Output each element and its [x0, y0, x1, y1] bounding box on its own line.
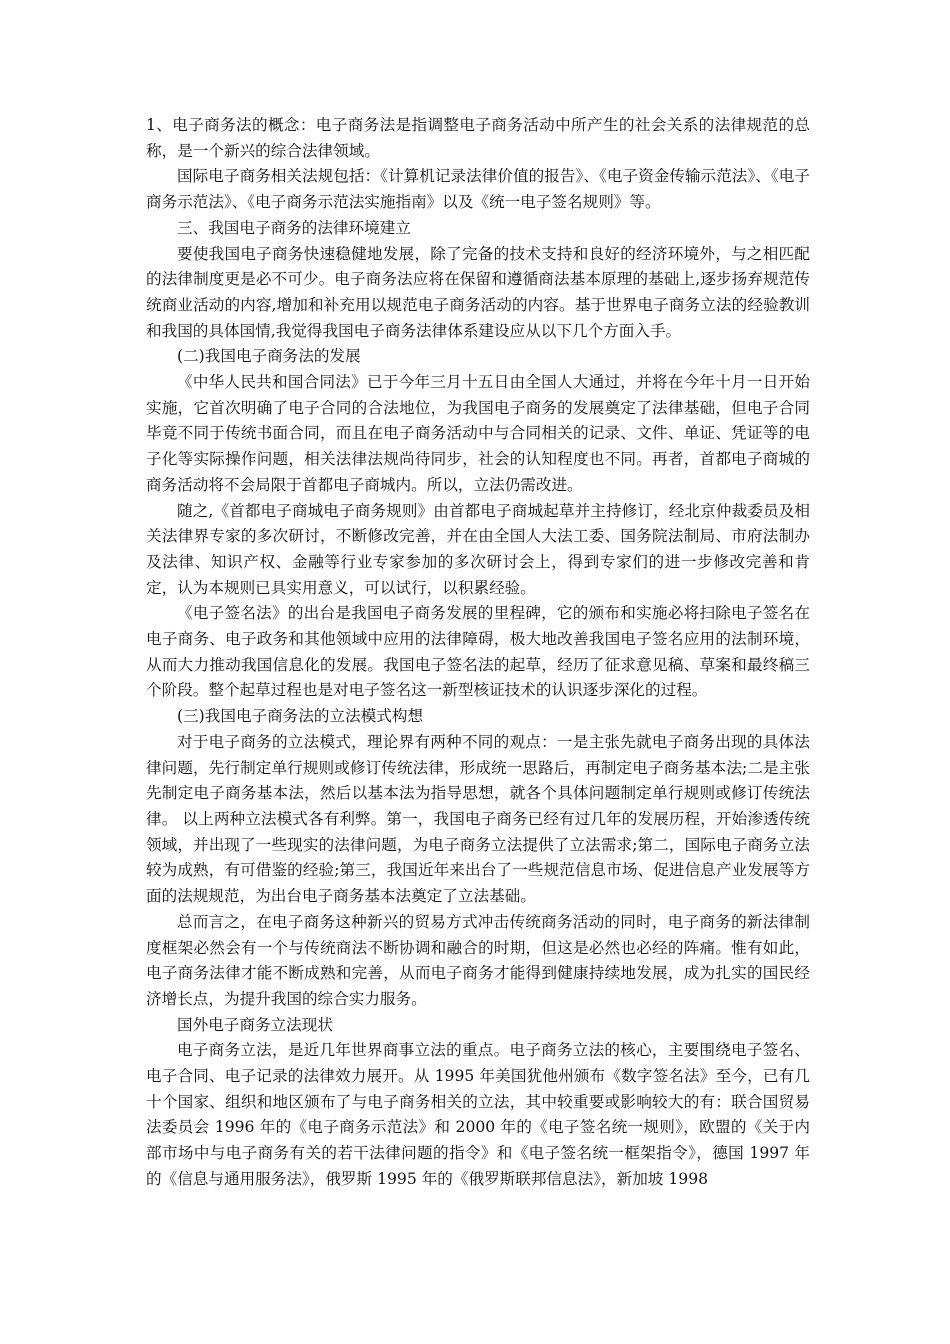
section-heading-development: (二)我国电子商务法的发展 — [177, 347, 361, 366]
paragraph-foreign-legislation: 电子商务立法，是近几年世界商事立法的重点。电子商务立法的核心，主要围绕电子签名、电子合同、电子记录的法律效力展开。从 1995 年美国犹他州颁布《数字签名法》至今，已有几十个国家、组织和地区颁布了与电子商务相关的立法，其中较重要或影响较大的有：联合国贸易法委员会 1996 年的《电子商务示范法》和 2000 年的《电子签名统一规则》，欧盟的《关于内部市场中与电子商务有关的若干法律问题的指令》和《电子签名统一框架指令》，德国 1997 年的《信息与通用服务法》，俄罗斯 1995 年的《俄罗斯联邦信息法》，新加坡 1998 — [146, 1041, 810, 1188]
paragraph-concept: 1、电子商务法的概念：电子商务法是指调整电子商务活动中所产生的社会关系的法律规范的总称，是一个新兴的综合法律领域。 — [146, 116, 810, 160]
section-heading-legal-environment: 三、我国电子商务的法律环境建立 — [177, 218, 411, 237]
paragraph-conclusion: 总而言之，在电子商务这种新兴的贸易方式冲击传统商务活动的同时，电子商务的新法律制度框架必然会有一个与传统商法不断协调和融合的时期，但这是必然也必经的阵痛。惟有如此，电子商务法律才能不断成熟和完善，从而电子商务才能得到健康持续地发展，成为扎实的国民经济增长点，为提升我国的综合实力服务。 — [146, 912, 810, 1008]
paragraph-legal-system-building: 要使我国电子商务快速稳健地发展，除了完备的技术支持和良好的经济环境外，与之相匹配的法律制度更是必不可少。电子商务法应将在保留和遵循商法基本原理的基础上,逐步扬弃规范传统商业活动的内容,增加和补充用以规范电子商务活动的内容。基于世界电子商务立法的经验教训和我国的具体国情,我觉得我国电子商务法律体系建设应从以下几个方面入手。 — [146, 244, 810, 340]
document-page — [146, 113, 810, 1193]
paragraph-international-regulations: 国际电子商务相关法规包括：《计算机记录法律价值的报告》、《电子资金传输示范法》、《电子商务示范法》、《电子商务示范法实施指南》以及《统一电子签名规则》等。 — [146, 167, 810, 212]
section-heading-legislative-model: (三)我国电子商务法的立法模式构想 — [177, 707, 424, 726]
paragraph-contract-law: 《中华人民共和国合同法》已于今年三月十五日由全国人大通过，并将在今年十月一日开始实施，它首次明确了电子合同的合法地位，为我国电子商务的发展奠定了法律基础，但电子合同毕竟不同于传统书面合同，而且在电子商务活动中与合同相关的记录、文件、单证、凭证等的电子化等实际操作问题，相关法律法规尚待同步，社会的认知程度也不同。再者，首都电子商城的商务活动将不会局限于首都电子商城内。所以，立法仍需改进。 — [146, 373, 810, 494]
section-heading-foreign-legislation: 国外电子商务立法现状 — [177, 1015, 333, 1034]
paragraph-signature-law: 《电子签名法》的出台是我国电子商务发展的里程碑，它的颁布和实施必将扫除电子签名在电子商务、电子政务和其他领域中应用的法律障碍，极大地改善我国电子签名应用的法制环境，从而大力推动我国信息化的发展。我国电子签名法的起草，经历了征求意见稿、草案和最终稿三个阶段。整个起草过程也是对电子签名这一新型核证技术的认识逐步深化的过程。 — [146, 604, 810, 700]
paragraph-legislative-views: 对于电子商务的立法模式，理论界有两种不同的观点：一是主张先就电子商务出现的具体法律问题，先行制定单行规则或修订传统法律，形成统一思路后，再制定电子商务基本法;二是主张先制定电子商务基本法，然后以基本法为指导思想，就各个具体问题制定单行规则或修订传统法律。 以上两种立法模式各有利弊。第一，我国电子商务已经有过几年的发展历程，开始渗透传统领域，并出现了一些现实的法律问题，为电子商务立法提供了立法需求;第二，国际电子商务立法较为成熟，有可借鉴的经验;第三，我国近年来出台了一些规范信息市场、促进信息产业发展等方面的法规规范，为出台电子商务基本法奠定了立法基础。 — [146, 732, 810, 906]
paragraph-capital-mall-rules: 随之,《首都电子商城电子商务规则》由首都电子商城起草并主持修订，经北京仲裁委员及相关法律界专家的多次研讨，不断修改完善，并在由全国人大法工委、国务院法制局、市府法制办及法律、知识产权、金融等行业专家参加的多次研讨会上，得到专家们的进一步修改完善和肯定，认为本规则已具实用意义，可以试行，以积累经验。 — [146, 501, 810, 597]
